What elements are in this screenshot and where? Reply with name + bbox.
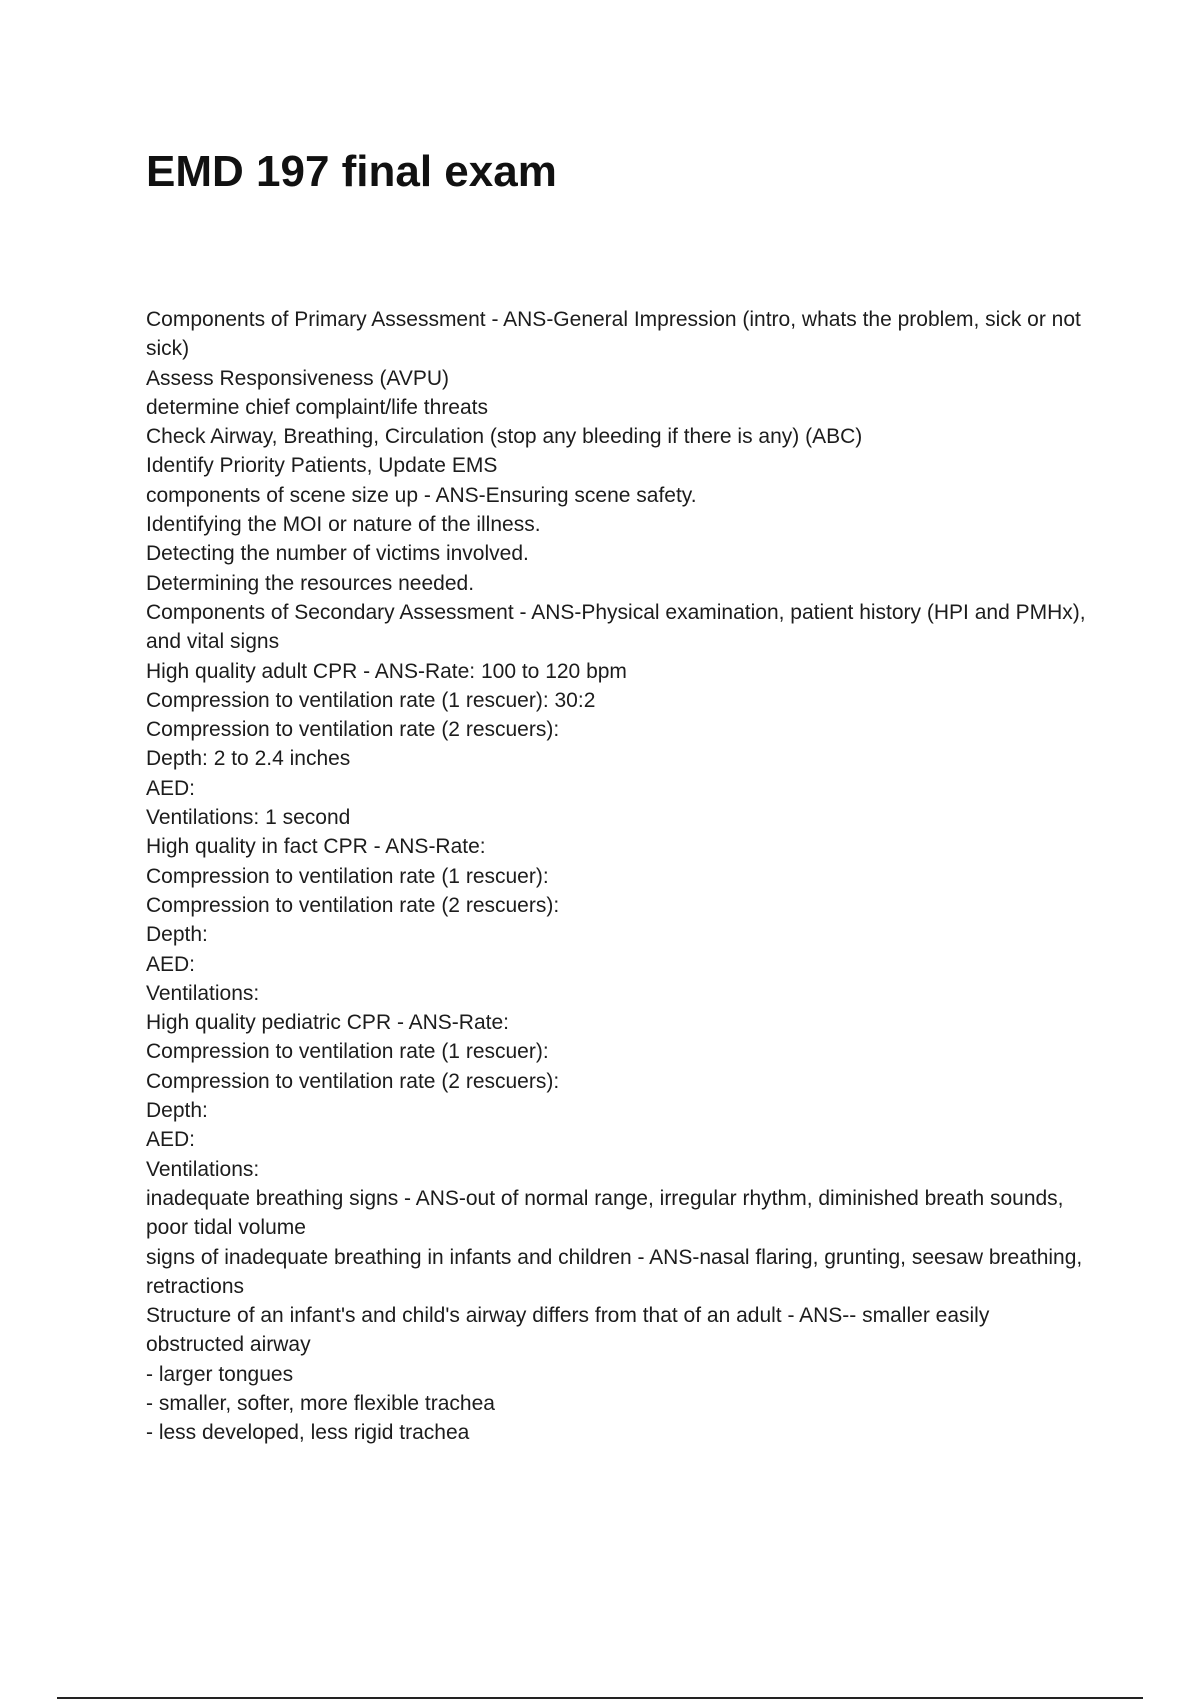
body-line: Identifying the MOI or nature of the illness.	[146, 513, 541, 537]
body-line: Determining the resources needed.	[146, 571, 475, 595]
body-line: Compression to ventilation rate (1 rescuer): 30:2	[146, 688, 596, 712]
document-title: EMD 197 final exam	[146, 147, 557, 196]
body-line: AED:	[146, 952, 196, 976]
body-line: Depth:	[146, 923, 208, 947]
body-line: Compression to ventilation rate (2 rescuers):	[146, 718, 560, 742]
document-body	[146, 305, 1086, 1448]
body-line: Components of Secondary Assessment - ANS-Physical examination, patient history (HPI and PMHx), and vital signs	[146, 600, 1086, 654]
body-line: Depth:	[146, 1099, 208, 1123]
body-line: AED:	[146, 776, 196, 800]
body-line: AED:	[146, 1128, 196, 1152]
body-line: Ventilations:	[146, 981, 260, 1005]
body-line: Check Airway, Breathing, Circulation (stop any bleeding if there is any) (ABC)	[146, 425, 863, 449]
body-line: High quality in fact CPR - ANS-Rate:	[146, 835, 486, 859]
body-line: Components of Primary Assessment - ANS-General Impression (intro, whats the problem, sick or not sick)	[146, 308, 1081, 361]
body-line: components of scene size up - ANS-Ensuring scene safety.	[146, 483, 697, 507]
body-line: Assess Responsiveness (AVPU)	[146, 366, 450, 390]
body-line: - larger tongues	[146, 1362, 294, 1386]
body-line: determine chief complaint/life threats	[146, 395, 488, 419]
body-line: Compression to ventilation rate (2 rescuers):	[146, 893, 560, 917]
body-line: - less developed, less rigid trachea	[146, 1421, 470, 1445]
body-line: Ventilations: 1 second	[146, 806, 351, 830]
body-line: High quality adult CPR - ANS-Rate: 100 to 120 bpm	[146, 659, 627, 683]
body-line: Structure of an infant's and child's airway differs from that of an adult - ANS-- smaller easily obstructed airway	[146, 1304, 990, 1357]
body-line: Ventilations:	[146, 1157, 260, 1181]
body-line: inadequate breathing signs - ANS-out of normal range, irregular rhythm, diminished breath sounds, poor tidal volume	[146, 1186, 1064, 1240]
body-line: Compression to ventilation rate (1 rescuer):	[146, 864, 549, 888]
body-line: signs of inadequate breathing in infants and children - ANS-nasal flaring, grunting, seesaw breathing, retractions	[146, 1245, 1083, 1298]
body-line: Compression to ventilation rate (1 rescuer):	[146, 1040, 549, 1064]
body-line: High quality pediatric CPR - ANS-Rate:	[146, 1011, 509, 1035]
footer-divider	[57, 1697, 1143, 1699]
body-line: Detecting the number of victims involved.	[146, 542, 529, 566]
body-line: Identify Priority Patients, Update EMS	[146, 454, 498, 478]
body-line: - smaller, softer, more flexible trachea	[146, 1391, 495, 1415]
body-line: Depth: 2 to 2.4 inches	[146, 747, 351, 771]
body-line: Compression to ventilation rate (2 rescuers):	[146, 1069, 560, 1093]
